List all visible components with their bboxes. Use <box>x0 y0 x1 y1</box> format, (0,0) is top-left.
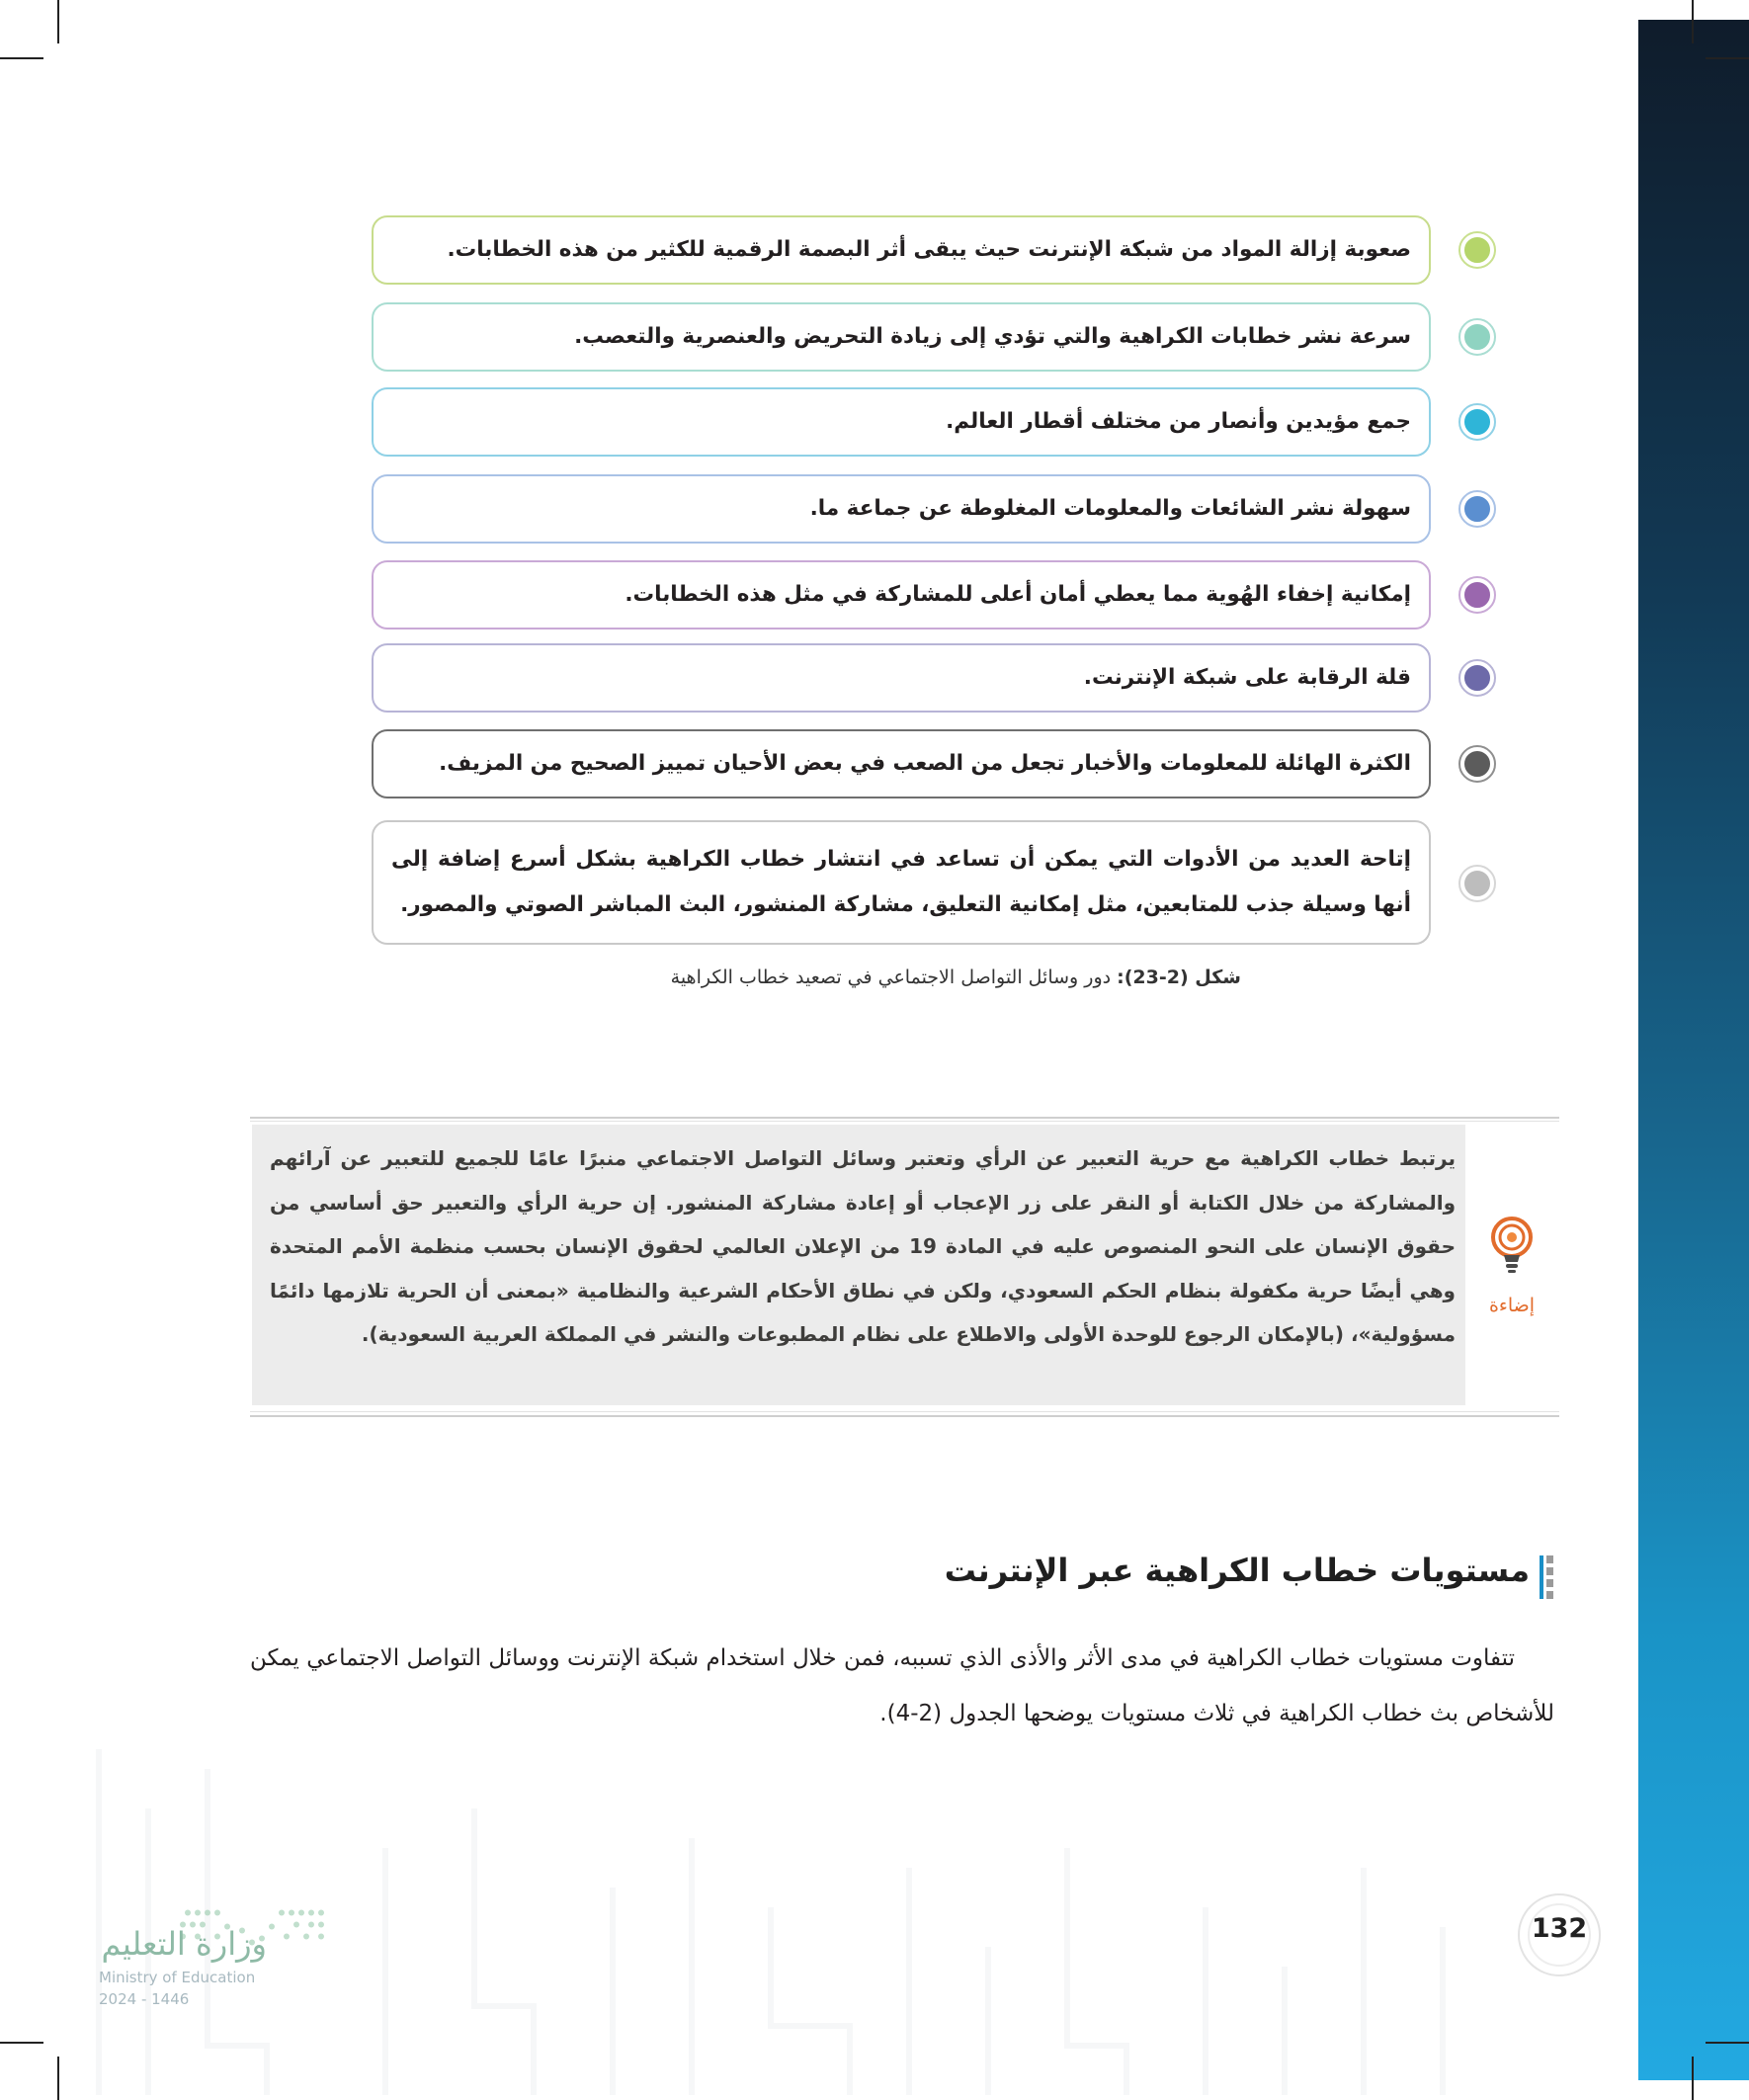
figure-caption <box>372 966 1241 988</box>
crop-mark <box>57 0 59 43</box>
bullet-dot <box>1461 406 1493 438</box>
lightbulb-idea-icon <box>1487 1216 1537 1275</box>
item-box <box>372 643 1431 713</box>
crop-mark <box>1706 2042 1749 2044</box>
item-box <box>372 820 1431 945</box>
bullet-dot <box>1461 662 1493 694</box>
item-text: سهولة نشر الشائعات والمعلومات المغلوطة عن جماعة ما. <box>809 496 1411 521</box>
section-marker-icon <box>1540 1555 1553 1599</box>
info-bottom-rule-thin <box>250 1411 1559 1412</box>
crop-mark <box>1706 57 1749 59</box>
item-text: قلة الرقابة على شبكة الإنترنت. <box>1083 665 1411 690</box>
info-panel <box>252 1125 1465 1405</box>
item-text: جمع مؤيدين وأنصار من مختلف أقطار العالم. <box>946 409 1411 434</box>
bullet-dot <box>1461 579 1493 611</box>
body-paragraph: تتفاوت مستويات خطاب الكراهية في مدى الأثر والأذى الذي تسببه، فمن خلال استخدام شبكة الإنترنت ووسائل التواصل الاجتماعي يمكن للأشخاص بث خطاب الكراهية في ثلاث مستويات يوضحها الجدول (2-4). <box>250 1645 1554 1726</box>
item-text: الكثرة الهائلة للمعلومات والأخبار تجعل من الصعب في بعض الأحيان تمييز الصحيح من المزيف. <box>439 751 1411 776</box>
page-number: 132 <box>1531 1913 1588 1944</box>
bullet-dot <box>1461 493 1493 525</box>
ministry-logo-year: 2024 - 1446 <box>99 1990 190 2008</box>
crop-mark <box>1692 0 1694 43</box>
info-text: يرتبط خطاب الكراهية مع حرية التعبير عن الرأي وتعتبر وسائل التواصل الاجتماعي منبرًا عامًا للجميع للتعبير عن آرائهم والمشاركة من خلال الكتابة أو النقر على زر الإعجاب أو إعادة مشاركة المنشور. إن حرية الرأي والتعبير حق أساسي من حقوق الإنسان على النحو المنصوص عليه في المادة 19 من الإعلان العالمي لحقوق الإنسان بحسب منظمة الأمم المتحدة وهي أيضًا حرية مكفولة بنظام الحكم السعودي، ولكن في نطاق الأحكام الشرعية والنظامية «بمعنى أن الحرية تلازمها دائمًا مسؤولية»، (بالإمكان الرجوع للوحدة الأولى والاطلاع على نظام المطبوعات والنشر في المملكة العربية السعودية). <box>270 1146 1456 1346</box>
item-text: إمكانية إخفاء الهُوية مما يعطي أمان أعلى للمشاركة في مثل هذه الخطابات. <box>625 582 1411 607</box>
bullet-dot <box>1461 748 1493 780</box>
bullet-dot <box>1461 868 1493 899</box>
caption-text: دور وسائل التواصل الاجتماعي في تصعيد خطاب الكراهية <box>670 966 1118 988</box>
ministry-logo-english: Ministry of Education <box>99 1969 256 1986</box>
caption-label: شكل (2-23): <box>1117 966 1241 988</box>
bullet-dot <box>1461 234 1493 266</box>
info-top-rule-thin <box>250 1121 1559 1122</box>
crop-mark <box>0 2042 43 2044</box>
item-text: سرعة نشر خطابات الكراهية والتي تؤدي إلى زيادة التحريض والعنصرية والتعصب. <box>574 324 1411 349</box>
ministry-logo-arabic: وزارة التعليم <box>101 1925 267 1963</box>
item-text: صعوبة إزالة المواد من شبكة الإنترنت حيث يبقى أثر البصمة الرقمية للكثير من هذه الخطابات. <box>447 237 1411 262</box>
bullet-dot <box>1461 321 1493 353</box>
item-box <box>372 474 1431 544</box>
item-box <box>372 302 1431 372</box>
section-title: مستويات خطاب الكراهية عبر الإنترنت <box>944 1552 1530 1589</box>
info-top-rule <box>250 1117 1559 1119</box>
decorative-side-band <box>1638 20 1749 2080</box>
info-label: إضاءة <box>1488 1295 1536 1316</box>
item-box <box>372 560 1431 630</box>
item-box <box>372 387 1431 457</box>
item-box <box>372 215 1431 285</box>
crop-mark <box>0 57 43 59</box>
crop-mark <box>1692 2057 1694 2100</box>
info-box <box>250 1117 1559 1418</box>
info-bottom-rule <box>250 1415 1559 1417</box>
item-text: إتاحة العديد من الأدوات التي يمكن أن تساعد في انتشار خطاب الكراهية بشكل أسرع إضافة إلى أنها وسيلة جذب للمتابعين، مثل إمكانية التعليق، مشاركة المنشور، البث المباشر الصوتي والمصور. <box>391 847 1411 917</box>
item-box <box>372 729 1431 798</box>
